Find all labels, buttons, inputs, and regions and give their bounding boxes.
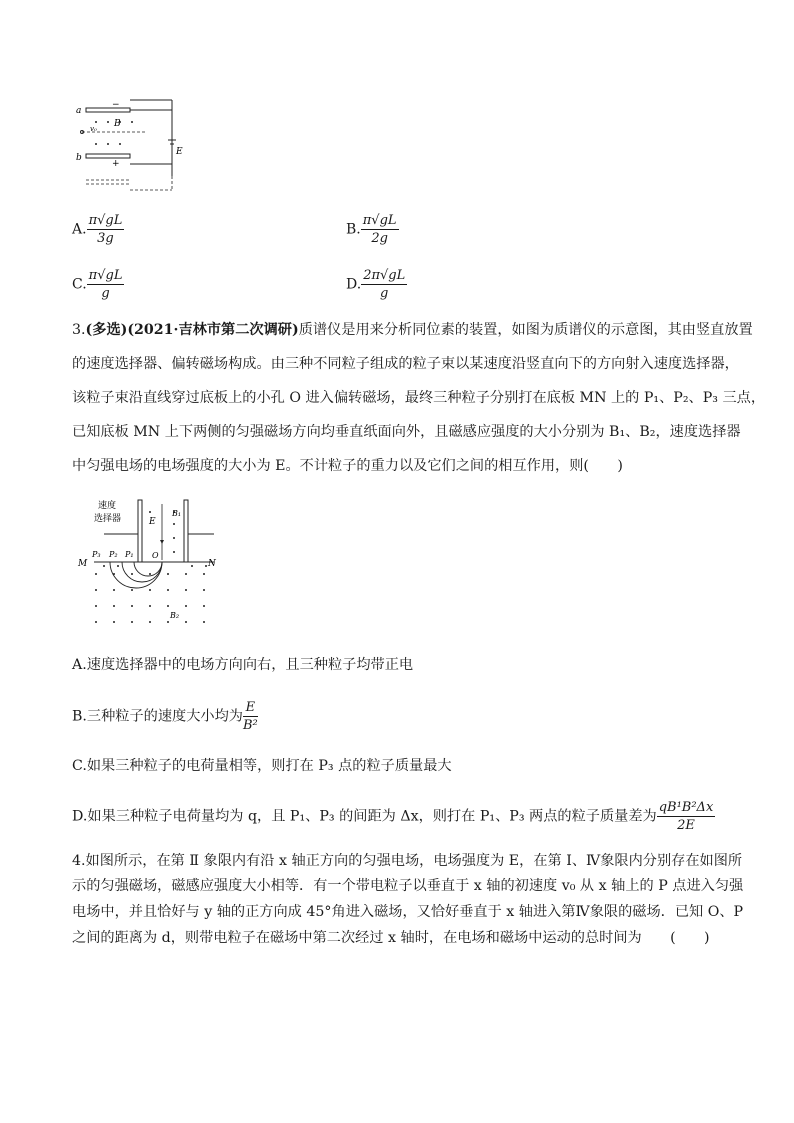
q3-line-1 (72, 320, 753, 340)
q3-line-4: 已知底板 MN 上下两侧的匀强磁场方向均垂直纸面向外，且磁感应强度的大小分别为 B₁、B₂，速度选择器 (72, 424, 741, 440)
q3-option-d-den: 2E (677, 818, 695, 833)
q3-line-5: 中匀强电场的电场强度的大小为 E。不计粒子的重力以及它们之间的相互作用，则( ) (72, 458, 623, 474)
q3-prefix: 3. (72, 322, 86, 338)
capacitor-figure (74, 96, 194, 196)
option-c (72, 268, 124, 301)
fig3-selector: 速度 (98, 501, 117, 511)
fig3-O: O (152, 551, 159, 560)
q4-line-2: 示的匀强磁场，磁感应强度大小相等．有一个带电粒子以垂直于 x 轴的初速度 v₀ 从 x 轴上的 P 点进入匀强 (72, 878, 744, 894)
fig3-B2: B₂ (170, 611, 180, 620)
fig1-label-v0: v₀ (90, 125, 97, 133)
q3-line-3: 该粒子束沿直线穿过底板上的小孔 O 进入偏转磁场，最终三种粒子分别打在底板 MN 上的 P₁、P₂、P₃ 三点， (72, 390, 766, 406)
fig3-E: E (149, 517, 156, 527)
fig3-P1: P₁ (125, 550, 134, 559)
q3-option-d-text: D.如果三种粒子电荷量均为 q，且 P₁、P₃ 的间距为 Δx，则打在 P₁、P₃ 两点的粒子质量差为 (72, 808, 657, 825)
option-a (72, 213, 124, 246)
option-d-num: 2π√gL (363, 268, 406, 283)
q3-option-b-num: E (243, 700, 258, 717)
option-a-label: A. (72, 221, 87, 238)
option-c-label: C. (72, 276, 87, 293)
q4-line-4: 之间的距离为 d，则带电粒子在磁场中第二次经过 x 轴时，在电场和磁场中运动的总时间为 ( ) (72, 930, 710, 946)
q4-line-1: 4.如图所示，在第 Ⅱ 象限内有沿 x 轴正方向的匀强电场，电场强度为 E，在第 Ⅰ、Ⅳ象限内分别存在如图所 (72, 853, 743, 869)
option-d-label: D. (346, 276, 362, 293)
option-c-den: g (101, 286, 110, 301)
mass-spectrometer-figure (74, 494, 224, 630)
q3-option-c: C.如果三种粒子的电荷量相等，则打在 P₃ 点的粒子质量最大 (72, 758, 452, 774)
fig3-P2: P₂ (109, 550, 118, 559)
q3-line1: 质谱仪是用来分析同位素的装置，如图为质谱仪的示意图，其由竖直放置 (298, 322, 753, 338)
fig3-M: M (78, 559, 88, 569)
q3-tag: (多选)(2021·吉林市第二次调研) (85, 322, 299, 338)
q3-option-d-num: qB¹B²Δx (658, 800, 714, 815)
option-a-den: 3g (97, 231, 114, 246)
fig3-N: N (208, 559, 216, 569)
option-b (346, 213, 399, 246)
q3-option-a: A.速度选择器中的电场方向向右，且三种粒子均带正电 (72, 657, 414, 673)
q3-option-d (72, 800, 732, 833)
option-b-num: π√gL (362, 213, 397, 228)
fig1-label-E: E (176, 147, 183, 157)
q3-option-b-text: B.三种粒子的速度大小均为 (72, 708, 243, 725)
option-b-den: 2g (371, 231, 388, 246)
option-c-num: π√gL (88, 268, 123, 283)
fig1-label-a: a (76, 106, 82, 116)
option-a-num: π√gL (88, 213, 123, 228)
q3-line-2: 的速度选择器、偏转磁场构成。由三种不同粒子组成的粒子束以某速度沿竖直向下的方向射入速度选择器， (72, 356, 739, 372)
option-b-label: B. (346, 221, 361, 238)
fig1-label-minus: − (112, 100, 120, 110)
fig3-B1: B₁ (172, 509, 182, 518)
fig1-label-B: B (114, 119, 121, 129)
option-d (346, 268, 407, 301)
fig3-P3: P₃ (92, 550, 101, 559)
q3-option-b-den: B² (243, 718, 258, 733)
fig3-selector2: 选择器 (94, 514, 122, 524)
fig1-label-b: b (76, 153, 82, 163)
fig1-label-plus: + (112, 159, 120, 169)
option-d-den: g (380, 286, 389, 301)
q3-option-b (72, 700, 732, 733)
q4-line-3: 电场中，并且恰好与 y 轴的正方向成 45°角进入磁场，又恰好垂直于 x 轴进入第Ⅳ象限的磁场．已知 O、P (72, 904, 744, 920)
